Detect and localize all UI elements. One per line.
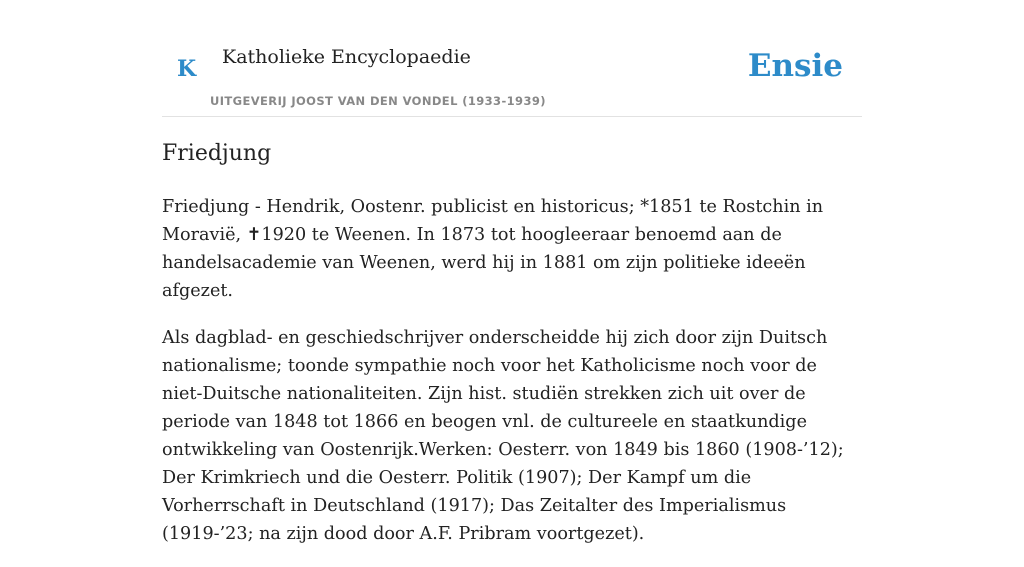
ensie-brand-link[interactable]: Ensie — [747, 48, 843, 84]
site-subtitle: UITGEVERIJ JOOST VAN DEN VONDEL (1933-1939) — [210, 94, 546, 108]
site-title[interactable]: Katholieke Encyclopaedie — [222, 46, 471, 68]
article-paragraph: Friedjung - Hendrik, Oostenr. publicist en historicus; *1851 te Rostchin in Moravië, ✝1920 te Weenen. In 1873 tot hoogleeraar benoemd aan de handelsacademie van Weenen, werd hij in 1881 om zijn politieke ideeën afgezet. — [162, 197, 824, 301]
article — [162, 138, 862, 567]
site-logo[interactable]: K — [177, 56, 197, 82]
article-title: Friedjung — [162, 141, 272, 166]
article-paragraph: Als dagblad- en geschiedschrijver onderscheidde hij zich door zijn Duitsch nationalisme; toonde sympathie noch voor het Katholicisme noch voor de niet-Duitsche nationaliteiten. Zijn hist. studiën strekken zich uit over de periode van 1848 tot 1866 en beogen vnl. de cultureele en staatkundige ontwikkeling van Oostenrijk.Werken: Oesterr. von 1849 bis 1860 (1908-’12); Der Krimkriech und die Oesterr. Politik (1907); Der Kampf um die Vorherrschaft in Deutschland (1917); Das Zeitalter des Imperialismus (1919-’23; na zijn dood door A.F. Pribram voortgezet). — [162, 328, 844, 544]
site-header — [162, 0, 862, 117]
